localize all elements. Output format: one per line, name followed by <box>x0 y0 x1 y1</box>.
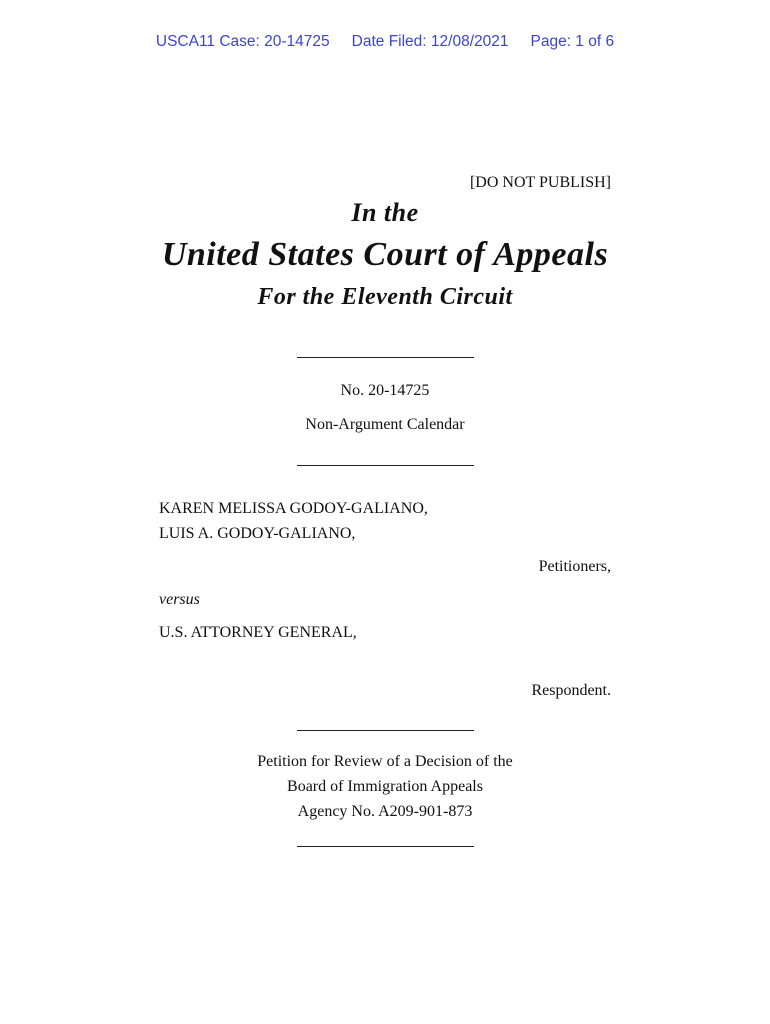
court-heading-in-the: In the <box>351 198 419 227</box>
case-number: No. 20-14725 <box>340 382 430 399</box>
court-heading-name: United States Court of Appeals <box>161 236 609 273</box>
divider-rule <box>297 357 474 358</box>
case-number-stamp: USCA11 Case: 20-14725 <box>155 33 330 50</box>
petitioners-label: Petitioners, <box>538 558 611 575</box>
court-heading-circuit: For the Eleventh Circuit <box>257 284 513 310</box>
petition-agency-board: Board of Immigration Appeals <box>287 778 483 795</box>
publish-status: [DO NOT PUBLISH] <box>469 174 611 191</box>
divider-rule <box>297 846 474 847</box>
divider-rule <box>297 730 474 731</box>
page-count-stamp: Page: 1 of 6 <box>530 33 615 50</box>
date-filed-stamp: Date Filed: 12/08/2021 <box>351 33 509 50</box>
petition-description: Petition for Review of a Decision of the <box>257 753 513 770</box>
petitioner-name: KAREN MELISSA GODOY-GALIANO, <box>159 500 428 517</box>
versus-label: versus <box>159 591 200 608</box>
respondent-name: U.S. ATTORNEY GENERAL, <box>159 624 357 641</box>
petitioner-name: LUIS A. GODOY-GALIANO, <box>159 525 356 542</box>
case-header-stamp <box>0 33 770 51</box>
calendar-type: Non-Argument Calendar <box>305 416 465 433</box>
respondent-label: Respondent. <box>531 682 611 699</box>
divider-rule <box>297 465 474 466</box>
agency-number: Agency No. A209-901-873 <box>297 803 473 820</box>
